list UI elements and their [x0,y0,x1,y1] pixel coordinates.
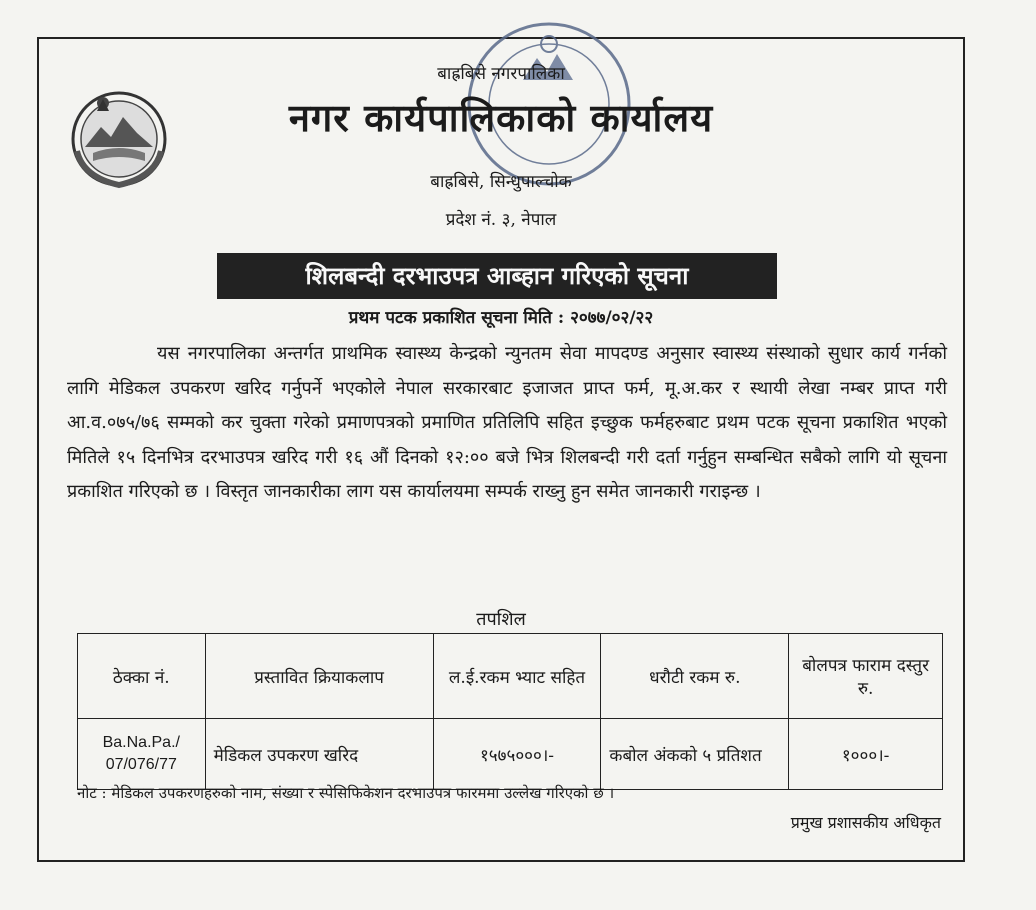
notice-body: यस नगरपालिका अन्तर्गत प्राथमिक स्वास्थ्य केन्द्रको न्युनतम सेवा मापदण्ड अनुसार स्वास्थ्य संस्थाको सुधार कार्य गर्नको लागि मेडिकल उपकरण खरिद गर्नुपर्ने भएकोले नेपाल सरकारबाट इजाजत प्राप्त फर्म, मू.अ.कर र स्थायी लेखा नम्बर प्राप्त गरी आ.व.०७५/७६ सम्मको कर चुक्ता गरेको प्रमाणपत्रको प्रमाणित प्रतिलिपि सहित इच्छुक फर्महरुबाट प्रथम पटक सूचना प्रकाशित भएको मितिले १५ दिनभित्र दरभाउपत्र खरिद गरी १६ औं दिनको १२:०० बजे भित्र शिलबन्दी गरी दर्ता गर्नुहुन सम्बन्धित सबैको लागि यो सूचना प्रकाशित गरिएको छ । विस्तृत जानकारीका लाग यस कार्यालयमा सम्पर्क राख्नु हुन समेत जानकारी गराइन्छ । [67,343,947,502]
header-form-fee: बोलपत्र फाराम दस्तुर रु. [789,634,943,719]
province-line: प्रदेश नं. ३, नेपाल [445,210,557,230]
municipality-name: बाह्रबिसे नगरपालिका [437,64,565,84]
cell-form-fee: १०००।- [789,719,943,790]
cell-estimate: १५७५०००।- [433,719,601,790]
header-activity: प्रस्तावित क्रियाकलाप [205,634,433,719]
table-header-row [78,634,943,719]
notice-heading: शिलबन्दी दरभाउपत्र आब्हान गरिएको सूचना [217,253,777,299]
header-deposit: धरौटी रकम रु. [601,634,789,719]
office-address: बाह्रबिसे, सिन्धुपाल्चोक [430,172,572,192]
table-row [78,719,943,790]
published-date: प्रथम पटक प्रकाशित सूचना मिति : २०७७/०२/२२ [348,308,654,328]
cell-deposit: कबोल अंकको ५ प्रतिशत [601,719,789,790]
details-title: तपशिल [476,609,526,630]
header-estimate: ल.ई.रकम भ्याट सहित [433,634,601,719]
office-title: नगर कार्यपालिकाको कार्यालय [288,95,714,140]
signatory-title: प्रमुख प्रशासकीय अधिकृत [790,813,941,832]
cell-activity: मेडिकल उपकरण खरिद [205,719,433,790]
header-contract-no: ठेक्का नं. [78,634,206,719]
cell-contract-no: Ba.Na.Pa./ 07/076/77 [78,719,206,790]
footnote: नोट : मेडिकल उपकरणहरुको नाम, संख्या र स्पेसिफिकेशन दरभाउपत्र फारममा उल्लेख गरिएको छ । [77,784,615,802]
notice-frame [37,37,965,862]
tender-table [77,633,943,790]
